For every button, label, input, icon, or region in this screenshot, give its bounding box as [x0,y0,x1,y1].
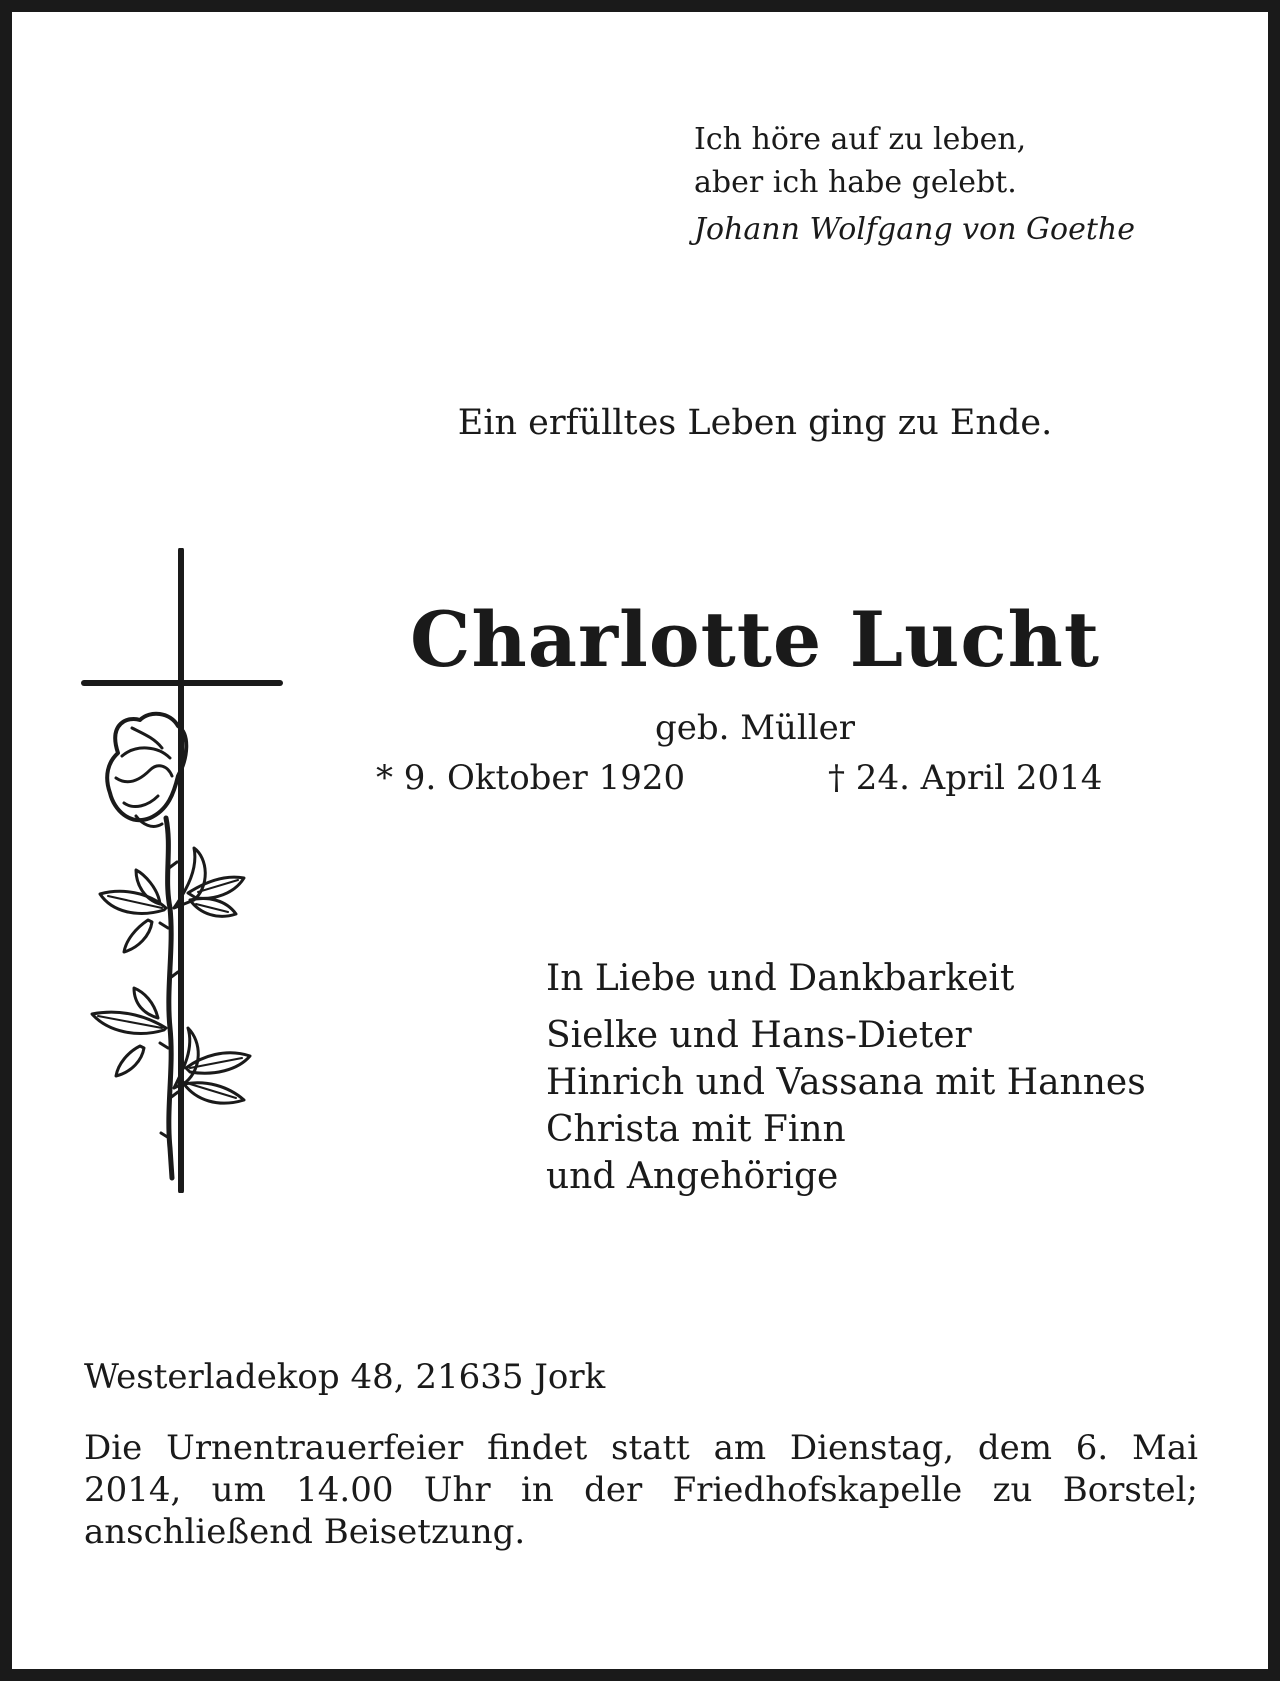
deceased-name: Charlotte Lucht [410,595,1100,684]
mourner-line: Christa mit Finn [546,1109,846,1150]
maiden-name: geb. Müller [654,708,856,748]
mourners-block [546,955,1146,1200]
family-address: Westerladekop 48, 21635 Jork [84,1357,606,1397]
funeral-service-notice: Die Urnentrauerfeier findet statt am Dienstag, dem 6. Mai 2014, um 14.00 Uhr in der Friedhofskapelle zu Borstel; anschließend Beisetzung. [84,1428,1198,1552]
quote-line-2: aber ich habe gelebt. [694,165,1017,200]
birth-date: * 9. Oktober 1920 [376,758,686,798]
intro-line-wrapper [0,403,1280,443]
mourner-line: Hinrich und Vassana mit Hannes [546,1062,1146,1103]
death-date: † 24. April 2014 [828,758,1103,798]
quote-author: Johann Wolfgang von Goethe [694,212,1135,247]
mourners-intro: In Liebe und Dankbarkeit [546,958,1015,999]
mourner-line: Sielke und Hans-Dieter [546,1015,972,1056]
cross-with-rose-icon [78,548,288,1193]
goethe-quote [694,118,1135,251]
intro-line: Ein erfülltes Leben ging zu Ende. [457,403,1053,443]
mourner-line: und Angehörige [546,1156,839,1197]
quote-line-1: Ich höre auf zu leben, [694,122,1027,157]
